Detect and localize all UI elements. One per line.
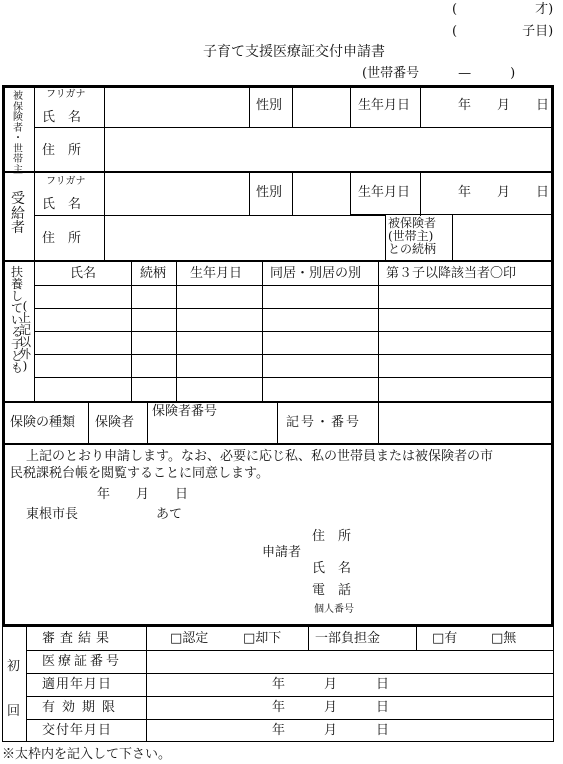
partial-yes-checkbox[interactable]: □有: [432, 631, 458, 646]
rejected-checkbox[interactable]: □却下: [243, 631, 282, 646]
insurer-label: 保険者: [95, 415, 135, 430]
valid-until-value[interactable]: 年 月 日: [272, 700, 390, 715]
applicant-label: 申請者: [262, 545, 302, 560]
dependents-section-label: 扶 養 し て い る 子 ど も: [10, 265, 23, 375]
recipient-relation-label: 被保険者 (世帯主) との続柄: [388, 216, 437, 256]
insurance-type-label: 保険の種類: [10, 415, 76, 430]
symbol-number-input[interactable]: [380, 404, 550, 442]
applicant-address-input[interactable]: [362, 526, 548, 544]
col-header-relation: 続柄: [140, 266, 167, 281]
applicant-personal-number-label: 個人番号: [314, 604, 354, 615]
applicant-name-input[interactable]: [362, 558, 548, 576]
insured-birth-label: 生年月日: [358, 98, 411, 113]
page-title: 子育て支援医療証交付申請書: [203, 44, 385, 60]
card-number-label: 医療証番号: [42, 654, 123, 669]
recipient-birth-ymd[interactable]: 年 月 日: [458, 185, 550, 200]
footer-note: ※太枠内を記入して下さい。: [2, 747, 172, 762]
col-header-birth: 生年月日: [190, 266, 243, 281]
insured-section-label: 被 保 険 者 ・ 世 帯 主: [13, 91, 23, 176]
recipient-address-label: 住 所: [42, 231, 82, 246]
recipient-gender-input[interactable]: [294, 174, 349, 214]
insured-address-label: 住 所: [42, 143, 82, 158]
insurer-number-label: 保険者番号: [152, 404, 218, 419]
applicant-personal-number-input[interactable]: [362, 601, 548, 619]
declaration-date[interactable]: 年 月 日: [97, 487, 189, 502]
insured-birth-ymd[interactable]: 年 月 日: [458, 98, 550, 113]
declaration-text-1: 上記のとおり申請します。なお、必要に応じ私、私の世帯員または被保険者の市: [26, 449, 493, 464]
valid-until-label: 有効期限: [42, 700, 123, 715]
insured-name-input[interactable]: [106, 88, 248, 126]
col-header-name: 氏名: [70, 266, 97, 281]
apply-date-label: 適用年月日: [42, 677, 113, 692]
issue-date-value[interactable]: 年 月 日: [272, 723, 390, 738]
addressee-label: あて: [156, 507, 183, 522]
recipient-furigana-label: フリガナ: [46, 176, 86, 187]
applicant-phone-label: 電 話: [312, 583, 352, 598]
age-field: ( 才): [452, 2, 554, 17]
recipient-gender-label: 性別: [256, 185, 283, 200]
applicant-address-label: 住 所: [312, 529, 352, 544]
mayor-label: 東根市長: [26, 507, 79, 522]
recipient-birth-label: 生年月日: [358, 185, 411, 200]
approved-checkbox[interactable]: □認定: [170, 631, 209, 646]
review-result-label: 審査結果: [42, 631, 115, 646]
col-header-residence: 同居・別居の別: [270, 266, 362, 281]
insured-furigana-label: フリガナ: [46, 89, 86, 100]
office-side-label-time: 回: [7, 704, 21, 719]
recipient-name-input[interactable]: [106, 174, 248, 214]
apply-date-value[interactable]: 年 月 日: [272, 677, 390, 692]
child-order-field: ( 子目): [452, 24, 554, 39]
recipient-name-label: 氏 名: [42, 197, 82, 212]
recipient-address-input[interactable]: [106, 217, 384, 259]
recipient-section-label: 受 給 者: [11, 191, 25, 237]
partial-no-checkbox[interactable]: □無: [491, 631, 517, 646]
recipient-relation-input[interactable]: [454, 216, 550, 259]
applicant-phone-input[interactable]: [362, 580, 548, 598]
insured-gender-input[interactable]: [294, 88, 349, 126]
declaration-text-2: 民税課税台帳を閲覧することに同意します。: [10, 466, 269, 481]
insured-gender-label: 性別: [256, 98, 283, 113]
applicant-name-label: 氏 名: [312, 561, 352, 576]
partial-payment-label: 一部負担金: [315, 631, 381, 646]
insurer-number-input[interactable]: [149, 420, 276, 442]
symbol-number-label: 記号・番号: [286, 415, 362, 430]
insured-name-label: 氏 名: [42, 110, 82, 125]
office-side-label-first: 初: [7, 659, 21, 674]
household-number-field: (世帯番号 — ): [362, 66, 516, 81]
insured-address-input[interactable]: [106, 129, 550, 170]
issue-date-label: 交付年月日: [42, 723, 113, 738]
dependents-section-sublabel: ( 上 記 以 外 ): [18, 299, 31, 373]
col-header-third-child: 第３子以降該当者〇印: [386, 266, 517, 281]
card-number-input[interactable]: [148, 652, 552, 672]
